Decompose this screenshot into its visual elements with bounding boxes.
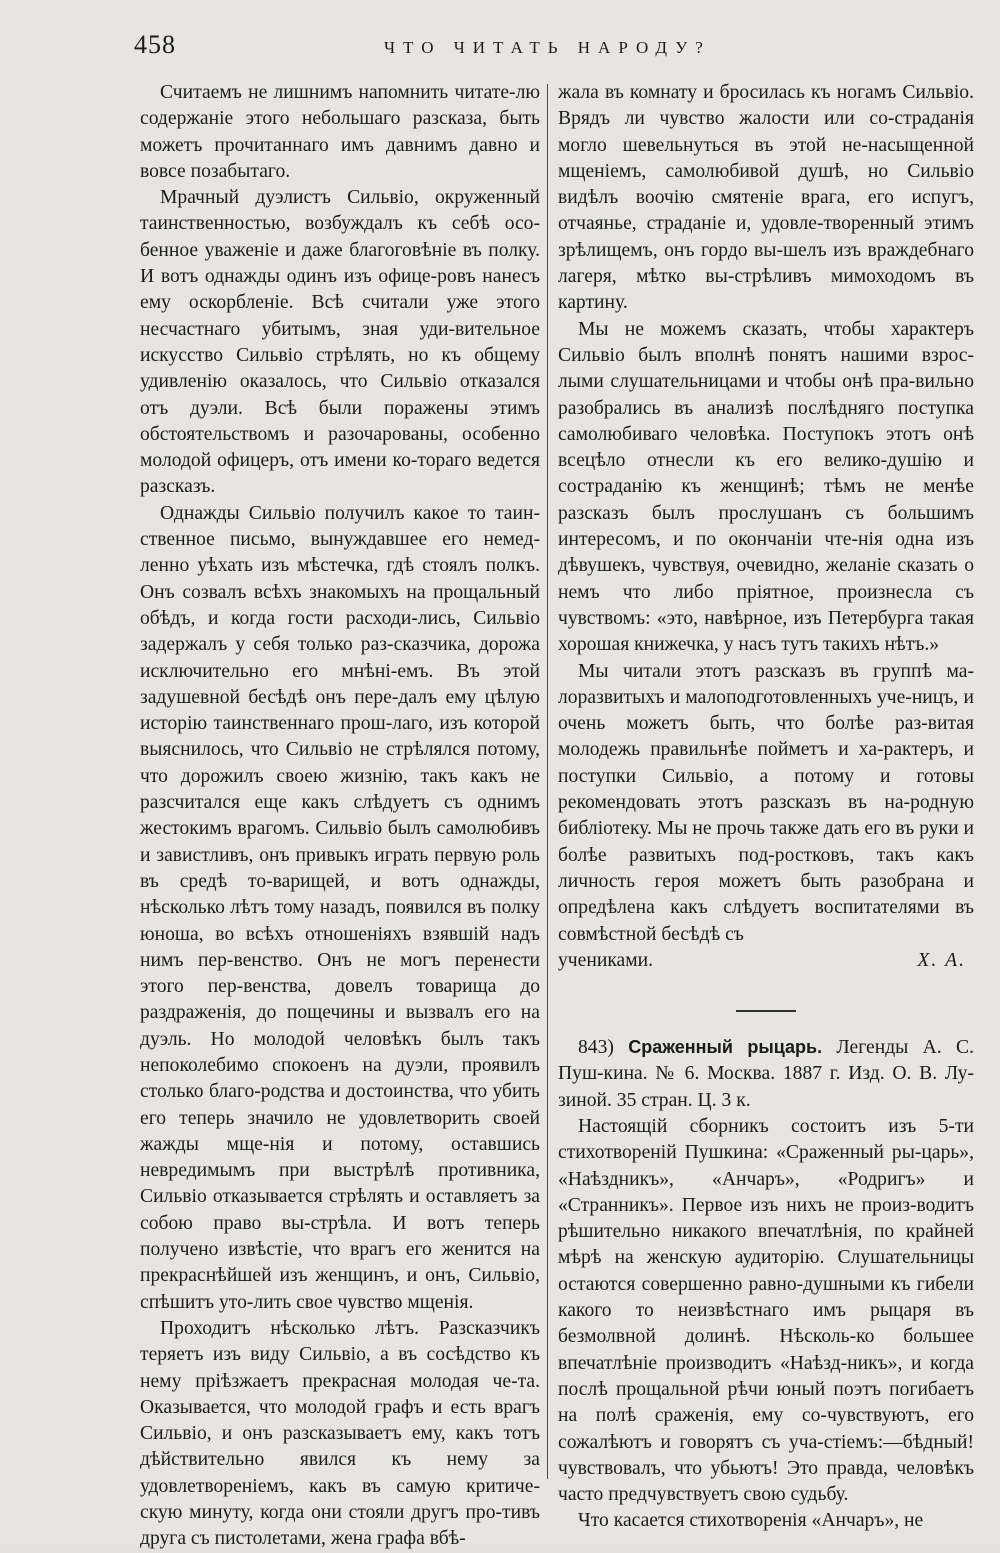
paragraph: Считаемъ не лишнимъ напомнить читате-лю содержаніе этого небольшаго разсказа, быть можетъ прочитаннаго имъ давнимъ давно и вовсе позабытаго.: [140, 82, 540, 182]
page-header: [0, 24, 1000, 64]
page-number: 458: [134, 30, 176, 59]
section-separator: [736, 1010, 796, 1012]
paragraph: Настоящій сборникъ состоитъ изъ 5-ти стихотвореній Пушкина: «Сраженный ры-царь», «Наѣздникъ», «Анчаръ», «Родригъ» и «Странникъ». Первое изъ нихъ не произ-водитъ рѣшительно никакого впечатлѣнія, по крайней мѣрѣ на женскую аудиторію. Слушательницы остаются совершенно равно-душными къ гибели какого то неизвѣстнаго имъ рыцаря въ безмолвной долинѣ. Нѣсколь-ко большее впечатлѣніе производитъ «Наѣзд-никъ», и когда послѣ прощальной рѣчи юный поэтъ погибаетъ на полѣ сраженія, ему со-чувствуютъ, его сожалѣютъ и говорятъ съ уча-стіемъ:—бѣдный! чувствовалъ, что убьютъ! Это правда, человѣкъ часто предчувствуетъ свою судьбу.: [558, 1115, 974, 1506]
paragraph-continuation: жала въ комнату и бросилась къ ногамъ Сильвіо. Врядъ ли чувство жалости или со-страданія могло шевельнуться въ этой не-насыщенной мщеніемъ, самолюбивой душѣ, но Сильвіо видѣлъ воочію смятеніе врага, его испугъ, отчаянье, страданіе и, удовле-творенный этимъ зрѣлищемъ, онъ гордо вы-шелъ изъ враждебнаго лагеря, мѣтко вы-стрѣливъ мимоходомъ въ картину.: [558, 82, 974, 314]
paragraph: Однажды Сильвіо получилъ какое то таин-ственное письмо, вынуждавшее его немед-ленно уѣхать изъ мѣстечка, гдѣ стоялъ полкъ. Онъ созвалъ всѣхъ знакомыхъ на прощальный обѣдъ, и когда гости расходи-лись, Сильвіо задержалъ у себя только раз-сказчика, дорожа исключительно его мнѣні-емъ. Въ этой задушевной бесѣдѣ онъ пере-далъ ему цѣлую исторію таинственнаго прош-лаго, изъ которой выяснилось, что Сильвіо не стрѣлялся потому, что дорожилъ своею жизнію, такъ какъ не разсчитался еще какъ слѣдуетъ съ однимъ жестокимъ врагомъ. Сильвіо былъ самолюбивъ и завистливъ, онъ привыкъ играть первую роль въ средѣ то-варищей, и вотъ однажды, нѣсколько лѣтъ тому назадъ, появился въ полку юноша, во всѣхъ отношеніяхъ взявшій надъ нимъ пер-венство. Онъ не могъ перенести этого пер-венства, довелъ товарища до раздраженія, до пощечины и вызвалъ его на дуэль. Но молодой человѣкъ былъ такъ непоколебимо спокоенъ на дуэли, проявилъ столько благо-родства и достоинства, что убить его теперь значило не удовлетворить своей жажды мще-нія и потому, оставшись невредимымъ при выстрѣлѣ противника, Сильвіо отказывается стрѣлять и оставляетъ за собою право вы-стрѣла. И вотъ теперь получено извѣстіе, что врагъ его женится на прекраснѣйшей изъ женщинъ, и онъ, Сильвіо, спѣшитъ уто-лить свое чувство мщенія.: [140, 502, 540, 1313]
right-column: [558, 80, 974, 1535]
entry-details: Легенды А. С. Пуш-кина. № 6. Москва. 1887 г. Изд. О. В. Лу-зиной. 35 стран. Ц. 3 к.: [558, 1037, 974, 1111]
left-column: [140, 80, 540, 1553]
closing-line: [558, 948, 974, 974]
paragraph: Проходитъ нѣсколько лѣтъ. Разсказчикъ теряетъ изъ виду Сильвіо, а въ сосѣдство къ нему пріѣзжаетъ прекрасная молодая че-та. Оказывается, что молодой графъ и есть врагъ Сильвіо, и онъ разсказываетъ ему, какъ тотъ дѣйствительно явился къ нему за удовлетвореніемъ, какъ въ самую критиче-скую минуту, когда они стояли другъ про-тивъ друга съ пистолетами, жена графа вбѣ-: [140, 1317, 540, 1550]
entry-number: 843): [578, 1037, 614, 1059]
column-divider: [547, 84, 548, 1479]
running-title: ЧТО ЧИТАТЬ НАРОДУ?: [384, 38, 711, 57]
signature: Х. А.: [917, 949, 966, 971]
paragraph: Мрачный дуэлистъ Сильвіо, окруженный таинственностью, возбуждалъ къ себѣ осо-бенное уваженіе и даже благоговѣніе въ полку. И вотъ однажды одинъ изъ офице-ровъ нанесъ ему оскорбленіе. Всѣ считали уже этого несчастнаго убитымъ, зная уди-вительное искусство Сильвіо стрѣлять, но къ общему удивленію оказалось, что Сильвіо отказался отъ дуэли. Всѣ были поражены этимъ обстоятельствомъ и разочарованы, особенно молодой офицеръ, отъ имени ко-тораго ведется разсказъ.: [140, 187, 540, 498]
paragraph: Мы читали этотъ разсказъ въ группѣ ма-лоразвитыхъ и малоподготовленныхъ уче-ницъ, и очень можетъ быть, что болѣе раз-витая молодежь правильнѣе пойметъ и ха-рактеръ, и поступки Сильвіо, а потому и готовы рекомендовать этотъ разсказъ въ на-родную библіотеку. Мы не прочь также дать его въ руки и болѣе развитыхъ под-ростковъ, такъ какъ личность героя можетъ быть разобрана и опредѣлена какъ слѣдуетъ воспитателями въ совмѣстной бесѣдѣ съ: [558, 660, 974, 945]
entry-title: Сраженный рыцарь.: [628, 1037, 823, 1058]
paragraph: Что касается стихотворенія «Анчаръ», не: [578, 1510, 924, 1532]
bibliography-entry: [558, 1034, 974, 1114]
closing-word: учениками.: [558, 949, 654, 971]
paragraph: Мы не можемъ сказать, чтобы характеръ Сильвіо былъ вполнѣ понятъ нашими взрос-лыми слушательницами и чтобы онѣ пра-вильно разобрались въ анализѣ послѣдняго поступка самолюбиваго человѣка. Поступокъ этотъ онѣ всецѣло отнесли къ его велико-душію и состраданію къ женщинѣ; тѣмъ не менѣе разсказъ былъ прослушанъ съ большимъ интересомъ, и по окончаніи чте-нія одна изъ дѣвушекъ, чувствуя, очевидно, желаніе сказать о немъ что либо пріятное, произнесла съ чувствомъ: «это, навѣрное, изъ Петербурга такая хорошая книжечка, у насъ тутъ такихъ нѣтъ.»: [558, 318, 974, 656]
